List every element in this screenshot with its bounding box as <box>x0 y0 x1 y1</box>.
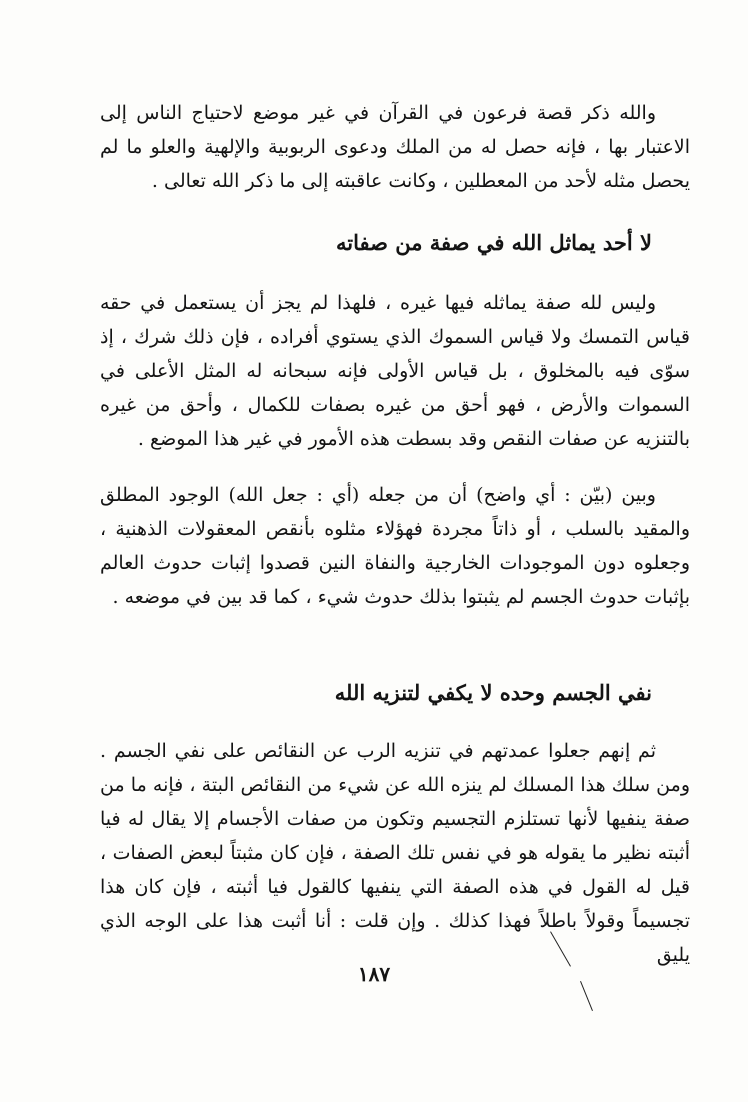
paragraph-block-4 <box>100 734 690 972</box>
paragraph-pharaoh: والله ذكر قصة فرعون في القرآن في غير موضع لاحتياج الناس إلى الاعتبار بها ، فإنه حصل له من الملك ودعوى الربوبية والإلهية والعلو ما لم يحصل مثله لأحد من المعطلين ، وكانت عاقبته إلى ما ذكر الله تعالى . <box>100 102 690 192</box>
paragraph-block-2 <box>100 286 690 456</box>
paragraph-block-3 <box>100 478 690 614</box>
page-number: ١٨٧ <box>357 962 391 986</box>
section-heading-no-likeness: لا أحد يماثل الله في صفة من صفاته <box>335 230 652 255</box>
paragraph-negation-of-body: ثم إنهم جعلوا عمدتهم في تنزيه الرب عن النقائص على نفي الجسم . ومن سلك هذا المسلك لم ينزه الله عن شيء من النقائص البتة ، فإنه ما من صفة ينفيها لأنها تستلزم التجسيم وتكون من صفات الأجسام إلا يقال له فيا أثبته نظير ما يقوله هو في نفس تلك الصفة ، فإن كان مثبتاً لبعض الصفات ، قيل له القول في هذه الصفة التي ينفيها كالقول فيا أثبته ، فإن كان هذا تجسيماً وقولاً باطلاً فهذا كذلك . وإن قلت : أنا أثبت هذا على الوجه الذي يليق <box>100 740 690 966</box>
paragraph-block-1 <box>100 96 690 198</box>
paragraph-no-attribute-likeness: وليس لله صفة يماثله فيها غيره ، فلهذا لم يجز أن يستعمل في حقه قياس التمسك ولا قياس السموك الذي يستوي أفراده ، فإن ذلك شرك ، إذ سوّى فيه بالمخلوق ، بل قياس الأولى فإنه سبحانه له المثل الأعلى في السموات والأرض ، فهو أحق من غيره بصفات للكمال ، وأحق من غيره بالتنزيه عن صفات النقص وقد بسطت هذه الأمور في غير هذا الموضع . <box>100 292 690 450</box>
paragraph-absolute-existence: وبين (بيّن : أي واضح) أن من جعله (أي : جعل الله) الوجود المطلق والمقيد بالسلب ، أو ذاتاً مجردة فهؤلاء مثلوه بأنقص المعقولات الذهنية ، وجعلوه دون الموجودات الخارجية والنفاة النين قصدوا إثبات حدوث العالم بإثبات حدوث الجسم لم يثبتوا بذلك حدوث شيء ، كما قد بين في موضعه . <box>100 484 690 608</box>
section-heading-negating-body: نفي الجسم وحده لا يكفي لتنزيه الله <box>334 680 652 705</box>
